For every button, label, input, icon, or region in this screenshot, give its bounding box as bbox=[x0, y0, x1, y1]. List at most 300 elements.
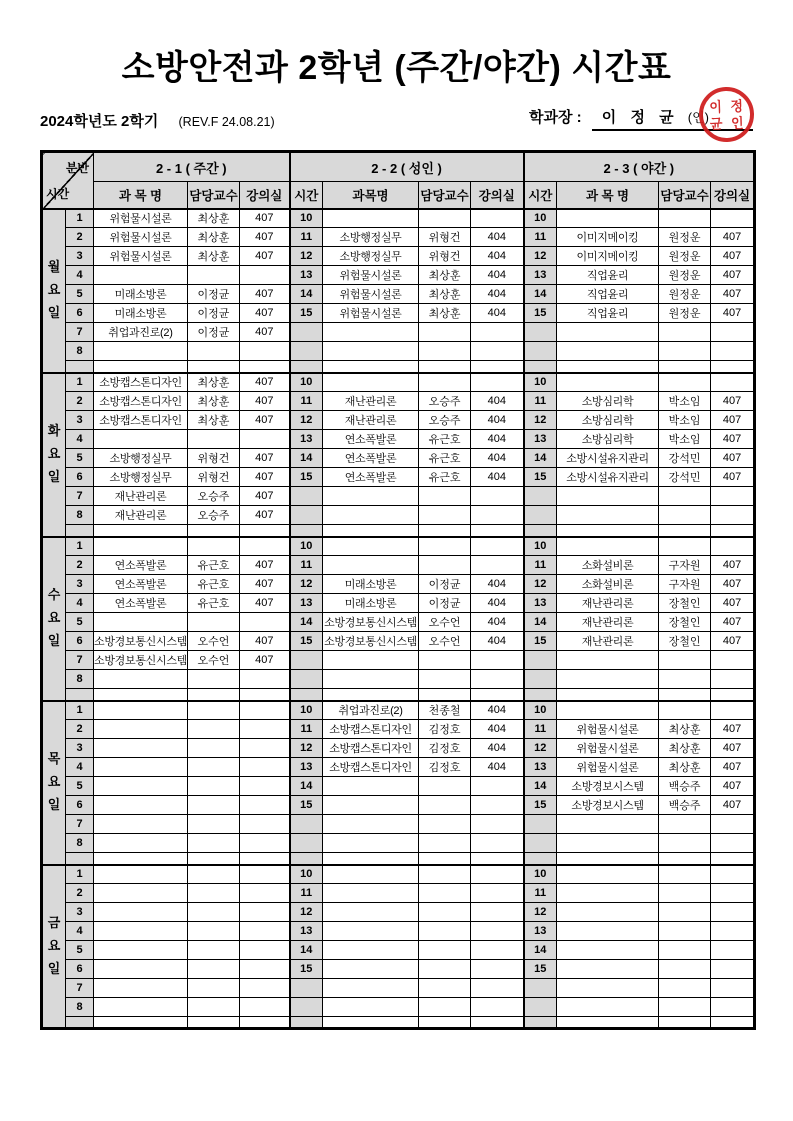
professor-cell: 위형건 bbox=[419, 247, 471, 266]
room-cell bbox=[711, 834, 755, 853]
professor-cell bbox=[188, 670, 240, 689]
day-block bbox=[42, 537, 755, 701]
corner-label-class: 분반 bbox=[65, 161, 89, 175]
professor-cell bbox=[659, 1017, 711, 1029]
subject-cell: 연소폭발론 bbox=[94, 556, 188, 575]
professor-cell: 이정균 bbox=[188, 304, 240, 323]
subject-cell bbox=[323, 689, 419, 701]
room-cell bbox=[240, 758, 290, 777]
professor-cell bbox=[188, 853, 240, 865]
room-cell bbox=[240, 525, 290, 537]
time-cell: 14 bbox=[290, 941, 323, 960]
room-cell bbox=[240, 865, 290, 884]
professor-cell: 위형건 bbox=[188, 449, 240, 468]
professor-cell bbox=[659, 373, 711, 392]
room-cell bbox=[711, 487, 755, 506]
room-cell bbox=[711, 960, 755, 979]
room-cell bbox=[471, 941, 524, 960]
sub-header bbox=[40, 106, 753, 131]
time-cell: 10 bbox=[524, 865, 557, 884]
room-cell: 407 bbox=[711, 285, 755, 304]
time-cell: 12 bbox=[290, 903, 323, 922]
professor-cell bbox=[188, 903, 240, 922]
time-cell: 4 bbox=[66, 922, 94, 941]
col-header-room-3: 강의실 bbox=[711, 182, 755, 209]
subject-cell: 이미지메이킹 bbox=[557, 247, 659, 266]
room-cell: 407 bbox=[240, 594, 290, 613]
professor-cell bbox=[419, 506, 471, 525]
time-cell: 6 bbox=[66, 632, 94, 651]
period-row bbox=[42, 449, 755, 468]
stamp-char: 균 bbox=[709, 115, 723, 132]
subject-cell: 소방캡스톤디자인 bbox=[94, 373, 188, 392]
subject-cell: 위험물시설론 bbox=[557, 720, 659, 739]
room-cell: 407 bbox=[711, 430, 755, 449]
col-header-room-1: 강의실 bbox=[240, 182, 290, 209]
time-cell: 13 bbox=[524, 594, 557, 613]
time-cell: 15 bbox=[290, 304, 323, 323]
subject-cell: 재난관리론 bbox=[323, 411, 419, 430]
room-cell: 404 bbox=[471, 304, 524, 323]
subject-cell: 소방경보시스템 bbox=[557, 796, 659, 815]
subject-cell bbox=[94, 834, 188, 853]
period-row bbox=[42, 632, 755, 651]
subject-cell bbox=[94, 537, 188, 556]
professor-cell bbox=[419, 537, 471, 556]
time-cell bbox=[66, 1017, 94, 1029]
subject-cell: 위험물시설론 bbox=[557, 758, 659, 777]
time-cell bbox=[524, 361, 557, 373]
time-cell: 13 bbox=[524, 430, 557, 449]
time-cell: 12 bbox=[290, 247, 323, 266]
time-cell: 15 bbox=[290, 796, 323, 815]
professor-cell bbox=[188, 979, 240, 998]
professor-cell bbox=[419, 884, 471, 903]
professor-cell bbox=[659, 342, 711, 361]
subject-cell bbox=[94, 670, 188, 689]
subject-cell bbox=[323, 1017, 419, 1029]
subject-cell: 재난관리론 bbox=[557, 594, 659, 613]
subject-cell bbox=[557, 865, 659, 884]
subject-cell: 미래소방론 bbox=[94, 285, 188, 304]
time-cell: 13 bbox=[290, 430, 323, 449]
room-cell: 407 bbox=[240, 556, 290, 575]
period-row bbox=[42, 701, 755, 720]
professor-cell bbox=[419, 777, 471, 796]
professor-cell bbox=[188, 720, 240, 739]
room-cell bbox=[471, 537, 524, 556]
time-cell bbox=[66, 525, 94, 537]
time-cell: 11 bbox=[290, 884, 323, 903]
period-row bbox=[42, 651, 755, 670]
subject-cell bbox=[323, 556, 419, 575]
professor-cell: 이정균 bbox=[188, 285, 240, 304]
room-cell bbox=[240, 720, 290, 739]
professor-cell: 박소임 bbox=[659, 392, 711, 411]
subject-cell: 소방캡스톤디자인 bbox=[94, 411, 188, 430]
subject-cell bbox=[323, 777, 419, 796]
room-cell bbox=[711, 323, 755, 342]
day-label: 수요일 bbox=[42, 537, 66, 701]
subject-cell: 소방캡스톤디자인 bbox=[94, 392, 188, 411]
subject-cell bbox=[557, 209, 659, 228]
room-cell: 404 bbox=[471, 758, 524, 777]
professor-cell: 오승주 bbox=[188, 506, 240, 525]
room-cell: 404 bbox=[471, 575, 524, 594]
room-cell: 407 bbox=[240, 468, 290, 487]
subject-cell: 위험물시설론 bbox=[323, 304, 419, 323]
professor-cell bbox=[188, 796, 240, 815]
professor-cell: 박소임 bbox=[659, 430, 711, 449]
professor-cell bbox=[188, 1017, 240, 1029]
day-label: 목요일 bbox=[42, 701, 66, 865]
time-cell bbox=[290, 323, 323, 342]
room-cell: 404 bbox=[471, 701, 524, 720]
time-cell: 3 bbox=[66, 575, 94, 594]
professor-cell: 원정운 bbox=[659, 266, 711, 285]
room-cell: 407 bbox=[240, 449, 290, 468]
room-cell: 404 bbox=[471, 247, 524, 266]
subject-cell: 소방시설유지관리 bbox=[557, 449, 659, 468]
period-row bbox=[42, 304, 755, 323]
professor-cell bbox=[659, 903, 711, 922]
period-row bbox=[42, 998, 755, 1017]
room-cell bbox=[240, 342, 290, 361]
timetable bbox=[40, 150, 756, 1030]
time-cell bbox=[290, 689, 323, 701]
subject-cell bbox=[557, 1017, 659, 1029]
subject-cell: 위험물시설론 bbox=[94, 247, 188, 266]
professor-cell: 구자원 bbox=[659, 556, 711, 575]
subject-cell bbox=[94, 525, 188, 537]
day-block bbox=[42, 209, 755, 373]
subject-cell bbox=[94, 979, 188, 998]
subject-cell: 연소폭발론 bbox=[323, 449, 419, 468]
room-cell bbox=[471, 525, 524, 537]
subject-cell bbox=[323, 979, 419, 998]
room-cell bbox=[471, 209, 524, 228]
professor-cell: 이정균 bbox=[188, 323, 240, 342]
period-row bbox=[42, 758, 755, 777]
time-cell: 5 bbox=[66, 285, 94, 304]
time-cell: 13 bbox=[290, 758, 323, 777]
time-cell: 11 bbox=[290, 720, 323, 739]
period-row bbox=[42, 884, 755, 903]
subject-cell bbox=[94, 796, 188, 815]
time-cell bbox=[66, 361, 94, 373]
subject-cell: 취업과진로(2) bbox=[94, 323, 188, 342]
room-cell bbox=[471, 865, 524, 884]
professor-cell bbox=[659, 525, 711, 537]
time-cell: 14 bbox=[290, 613, 323, 632]
professor-cell bbox=[659, 361, 711, 373]
subject-cell: 소방캡스톤디자인 bbox=[323, 720, 419, 739]
professor-cell: 오수언 bbox=[188, 632, 240, 651]
stamp-char: 이 bbox=[709, 98, 723, 115]
professor-cell: 구자원 bbox=[659, 575, 711, 594]
subject-cell: 소방행정실무 bbox=[94, 449, 188, 468]
subject-cell bbox=[94, 720, 188, 739]
room-cell bbox=[471, 903, 524, 922]
room-cell bbox=[471, 998, 524, 1017]
col-header-subject-1: 과 목 명 bbox=[94, 182, 188, 209]
time-cell: 7 bbox=[66, 323, 94, 342]
room-cell bbox=[711, 537, 755, 556]
period-row bbox=[42, 834, 755, 853]
time-cell bbox=[66, 689, 94, 701]
subject-cell bbox=[557, 323, 659, 342]
subject-cell: 소방시설유지관리 bbox=[557, 468, 659, 487]
spacer-row bbox=[42, 1017, 755, 1029]
room-cell bbox=[471, 777, 524, 796]
time-cell bbox=[290, 487, 323, 506]
time-cell: 12 bbox=[290, 411, 323, 430]
column-header-row bbox=[42, 182, 755, 209]
time-cell: 12 bbox=[524, 903, 557, 922]
professor-cell bbox=[419, 525, 471, 537]
subject-cell bbox=[94, 361, 188, 373]
subject-cell: 미래소방론 bbox=[94, 304, 188, 323]
subject-cell: 연소폭발론 bbox=[94, 575, 188, 594]
room-cell bbox=[711, 670, 755, 689]
subject-cell: 재난관리론 bbox=[557, 613, 659, 632]
time-cell: 14 bbox=[290, 777, 323, 796]
professor-cell bbox=[659, 651, 711, 670]
professor-cell: 이정균 bbox=[419, 594, 471, 613]
room-cell: 407 bbox=[711, 720, 755, 739]
room-cell: 407 bbox=[711, 411, 755, 430]
time-cell: 2 bbox=[66, 228, 94, 247]
time-cell: 15 bbox=[290, 632, 323, 651]
professor-cell: 최상훈 bbox=[659, 739, 711, 758]
subject-cell bbox=[557, 342, 659, 361]
period-row bbox=[42, 487, 755, 506]
time-cell: 10 bbox=[524, 373, 557, 392]
time-cell: 2 bbox=[66, 720, 94, 739]
room-cell: 404 bbox=[471, 392, 524, 411]
subject-cell bbox=[94, 342, 188, 361]
room-cell: 404 bbox=[471, 228, 524, 247]
professor-cell bbox=[659, 209, 711, 228]
subject-cell bbox=[323, 537, 419, 556]
professor-cell: 원정운 bbox=[659, 285, 711, 304]
room-cell: 407 bbox=[711, 228, 755, 247]
room-cell bbox=[471, 487, 524, 506]
room-cell bbox=[240, 1017, 290, 1029]
room-cell: 404 bbox=[471, 449, 524, 468]
professor-cell: 최상훈 bbox=[419, 304, 471, 323]
subject-cell: 소방심리학 bbox=[557, 430, 659, 449]
room-cell bbox=[711, 342, 755, 361]
professor-cell bbox=[419, 323, 471, 342]
time-cell bbox=[524, 651, 557, 670]
time-cell: 3 bbox=[66, 739, 94, 758]
room-cell: 407 bbox=[240, 209, 290, 228]
room-cell: 407 bbox=[711, 556, 755, 575]
time-cell: 1 bbox=[66, 209, 94, 228]
time-cell: 10 bbox=[290, 373, 323, 392]
professor-cell bbox=[419, 998, 471, 1017]
room-cell bbox=[711, 701, 755, 720]
professor-cell: 김정호 bbox=[419, 720, 471, 739]
professor-cell bbox=[659, 689, 711, 701]
professor-cell bbox=[419, 903, 471, 922]
professor-cell bbox=[419, 487, 471, 506]
professor-cell: 유근호 bbox=[419, 468, 471, 487]
subject-cell bbox=[94, 613, 188, 632]
subject-cell bbox=[323, 525, 419, 537]
time-cell: 11 bbox=[290, 392, 323, 411]
time-cell: 10 bbox=[290, 701, 323, 720]
room-cell: 407 bbox=[240, 228, 290, 247]
subject-cell: 위험물시설론 bbox=[94, 228, 188, 247]
professor-cell bbox=[659, 922, 711, 941]
group-label-2-1: 2 - 1 ( 주간 ) bbox=[94, 152, 290, 182]
subject-cell bbox=[557, 884, 659, 903]
subject-cell bbox=[323, 323, 419, 342]
room-cell bbox=[471, 960, 524, 979]
time-cell bbox=[524, 487, 557, 506]
time-cell: 10 bbox=[290, 537, 323, 556]
corner-label-time: 시간 bbox=[46, 186, 70, 201]
subject-cell: 연소폭발론 bbox=[323, 430, 419, 449]
room-cell bbox=[240, 815, 290, 834]
professor-cell bbox=[659, 960, 711, 979]
room-cell: 407 bbox=[240, 651, 290, 670]
subject-cell: 미래소방론 bbox=[323, 594, 419, 613]
time-cell bbox=[290, 361, 323, 373]
room-cell: 404 bbox=[471, 266, 524, 285]
professor-cell bbox=[188, 266, 240, 285]
period-row bbox=[42, 720, 755, 739]
subject-cell bbox=[557, 998, 659, 1017]
subject-cell bbox=[94, 689, 188, 701]
subject-cell bbox=[94, 922, 188, 941]
time-cell: 8 bbox=[66, 342, 94, 361]
time-cell bbox=[290, 342, 323, 361]
time-cell bbox=[524, 525, 557, 537]
professor-cell bbox=[419, 796, 471, 815]
time-cell: 14 bbox=[290, 285, 323, 304]
time-cell bbox=[524, 689, 557, 701]
time-cell: 11 bbox=[524, 392, 557, 411]
room-cell bbox=[240, 537, 290, 556]
time-cell: 15 bbox=[524, 960, 557, 979]
professor-cell: 최상훈 bbox=[188, 411, 240, 430]
period-row bbox=[42, 739, 755, 758]
time-cell: 15 bbox=[290, 960, 323, 979]
professor-cell: 김정호 bbox=[419, 739, 471, 758]
subject-cell bbox=[94, 903, 188, 922]
room-cell bbox=[471, 373, 524, 392]
subject-cell: 소방경보통신시스템 bbox=[323, 613, 419, 632]
subject-cell: 재난관리론 bbox=[557, 632, 659, 651]
time-cell: 13 bbox=[290, 266, 323, 285]
professor-cell bbox=[659, 506, 711, 525]
room-cell bbox=[240, 979, 290, 998]
professor-cell: 위형건 bbox=[188, 468, 240, 487]
col-header-time-2: 시간 bbox=[290, 182, 323, 209]
room-cell bbox=[240, 941, 290, 960]
time-cell: 2 bbox=[66, 556, 94, 575]
subject-cell: 소방심리학 bbox=[557, 392, 659, 411]
col-header-professor-3: 담당교수 bbox=[659, 182, 711, 209]
professor-cell: 최상훈 bbox=[659, 758, 711, 777]
time-cell: 13 bbox=[524, 266, 557, 285]
room-cell: 407 bbox=[240, 487, 290, 506]
subject-cell: 위험물시설론 bbox=[323, 285, 419, 304]
professor-cell bbox=[188, 342, 240, 361]
time-cell: 5 bbox=[66, 941, 94, 960]
time-cell: 2 bbox=[66, 392, 94, 411]
professor-cell bbox=[188, 689, 240, 701]
time-cell bbox=[524, 998, 557, 1017]
room-cell bbox=[240, 739, 290, 758]
professor-cell bbox=[419, 373, 471, 392]
period-row bbox=[42, 266, 755, 285]
dept-head-label: 학과장 : bbox=[528, 109, 582, 126]
professor-cell bbox=[419, 922, 471, 941]
room-cell bbox=[471, 979, 524, 998]
professor-cell bbox=[659, 487, 711, 506]
subject-cell: 위험물시설론 bbox=[94, 209, 188, 228]
group-label-2-2: 2 - 2 ( 성인 ) bbox=[290, 152, 524, 182]
period-row bbox=[42, 777, 755, 796]
room-cell: 404 bbox=[471, 739, 524, 758]
professor-cell bbox=[419, 670, 471, 689]
professor-cell bbox=[659, 998, 711, 1017]
time-cell: 15 bbox=[524, 468, 557, 487]
time-cell bbox=[290, 979, 323, 998]
day-label: 월요일 bbox=[42, 209, 66, 373]
professor-cell bbox=[659, 941, 711, 960]
room-cell: 407 bbox=[711, 613, 755, 632]
subject-cell: 소방행정실무 bbox=[323, 247, 419, 266]
room-cell: 407 bbox=[711, 739, 755, 758]
professor-cell: 오승주 bbox=[188, 487, 240, 506]
period-row bbox=[42, 670, 755, 689]
professor-cell: 유근호 bbox=[188, 556, 240, 575]
room-cell: 407 bbox=[240, 285, 290, 304]
time-cell bbox=[290, 506, 323, 525]
time-cell: 11 bbox=[524, 884, 557, 903]
room-cell: 404 bbox=[471, 468, 524, 487]
subject-cell bbox=[94, 884, 188, 903]
professor-cell bbox=[419, 815, 471, 834]
professor-cell bbox=[419, 1017, 471, 1029]
time-cell: 14 bbox=[524, 777, 557, 796]
professor-cell: 최상훈 bbox=[419, 285, 471, 304]
time-cell bbox=[290, 998, 323, 1017]
professor-cell bbox=[188, 430, 240, 449]
subject-cell: 소방경보통신시스템 bbox=[94, 632, 188, 651]
subject-cell bbox=[323, 209, 419, 228]
professor-cell bbox=[419, 865, 471, 884]
professor-cell: 백승주 bbox=[659, 777, 711, 796]
day-label: 금요일 bbox=[42, 865, 66, 1029]
room-cell bbox=[240, 922, 290, 941]
subject-cell bbox=[557, 689, 659, 701]
period-row bbox=[42, 228, 755, 247]
time-cell: 11 bbox=[290, 228, 323, 247]
professor-cell: 강석민 bbox=[659, 468, 711, 487]
time-cell: 12 bbox=[524, 739, 557, 758]
professor-cell bbox=[659, 323, 711, 342]
professor-cell bbox=[188, 537, 240, 556]
time-cell bbox=[524, 834, 557, 853]
subject-cell bbox=[323, 998, 419, 1017]
time-cell bbox=[524, 323, 557, 342]
